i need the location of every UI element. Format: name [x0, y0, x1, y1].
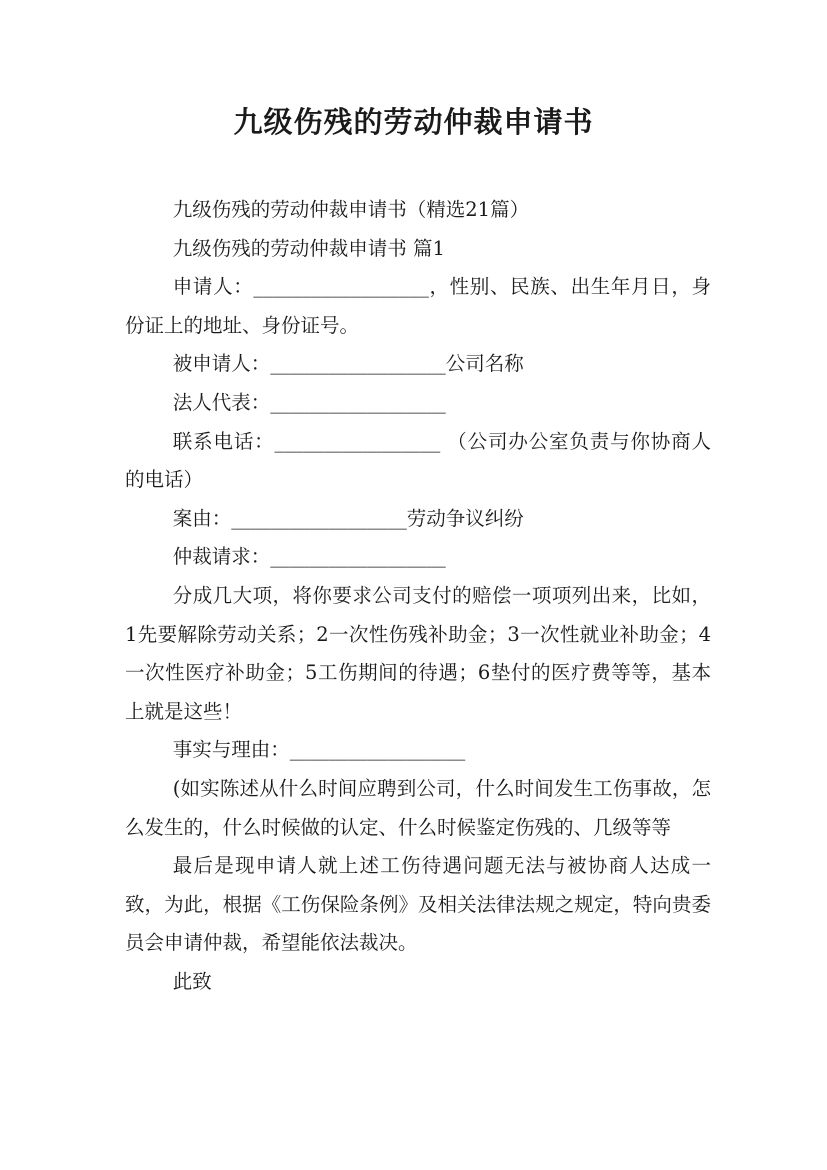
document-title: 九级伤残的劳动仲裁申请书 [233, 105, 594, 139]
paragraph-facts-label: 事实与理由：__________________ [172, 738, 466, 762]
paragraph-facts: (如实陈述从什么时间应聘到公司，什么时间发生工伤事故，怎么发生的，什么时候做的认定、什么时候鉴定伤残的、几级等等 [125, 776, 711, 839]
paragraph-section-heading: 九级伤残的劳动仲裁申请书 篇1 [172, 236, 445, 260]
document-body [125, 191, 711, 1001]
paragraph-respondent: 被申请人：__________________公司名称 [172, 352, 524, 376]
paragraph-conclusion: 最后是现申请人就上述工伤待遇问题无法与被协商人达成一致，为此，根据《工伤保险条例》及相关法律法规之规定，特向贵委员会申请仲裁，希望能依法裁决。 [125, 854, 711, 955]
paragraph-applicant: 申请人：__________________，性别、民族、出生年月日，身份证上的地址、身份证号。 [125, 275, 711, 337]
paragraph-closing: 此致 [172, 969, 212, 993]
paragraph-intro: 九级伤残的劳动仲裁申请书（精选21篇） [172, 198, 530, 221]
paragraph-legal-rep: 法人代表：__________________ [172, 390, 446, 414]
paragraph-claims: 分成几大项，将你要求公司支付的赔偿一项项列出来，比如，1先要解除劳动关系；2一次性伤残补助金；3一次性就业补助金；4一次性医疗补助金；5工伤期间的待遇；6垫付的医疗费等等，基本上就是这些！ [125, 583, 711, 723]
paragraph-claims-label: 仲裁请求：__________________ [172, 545, 446, 569]
paragraph-phone: 联系电话：_________________ （公司办公室负责与你协商人的电话） [125, 429, 711, 492]
paragraph-cause: 案由：__________________劳动争议纠纷 [172, 506, 524, 530]
